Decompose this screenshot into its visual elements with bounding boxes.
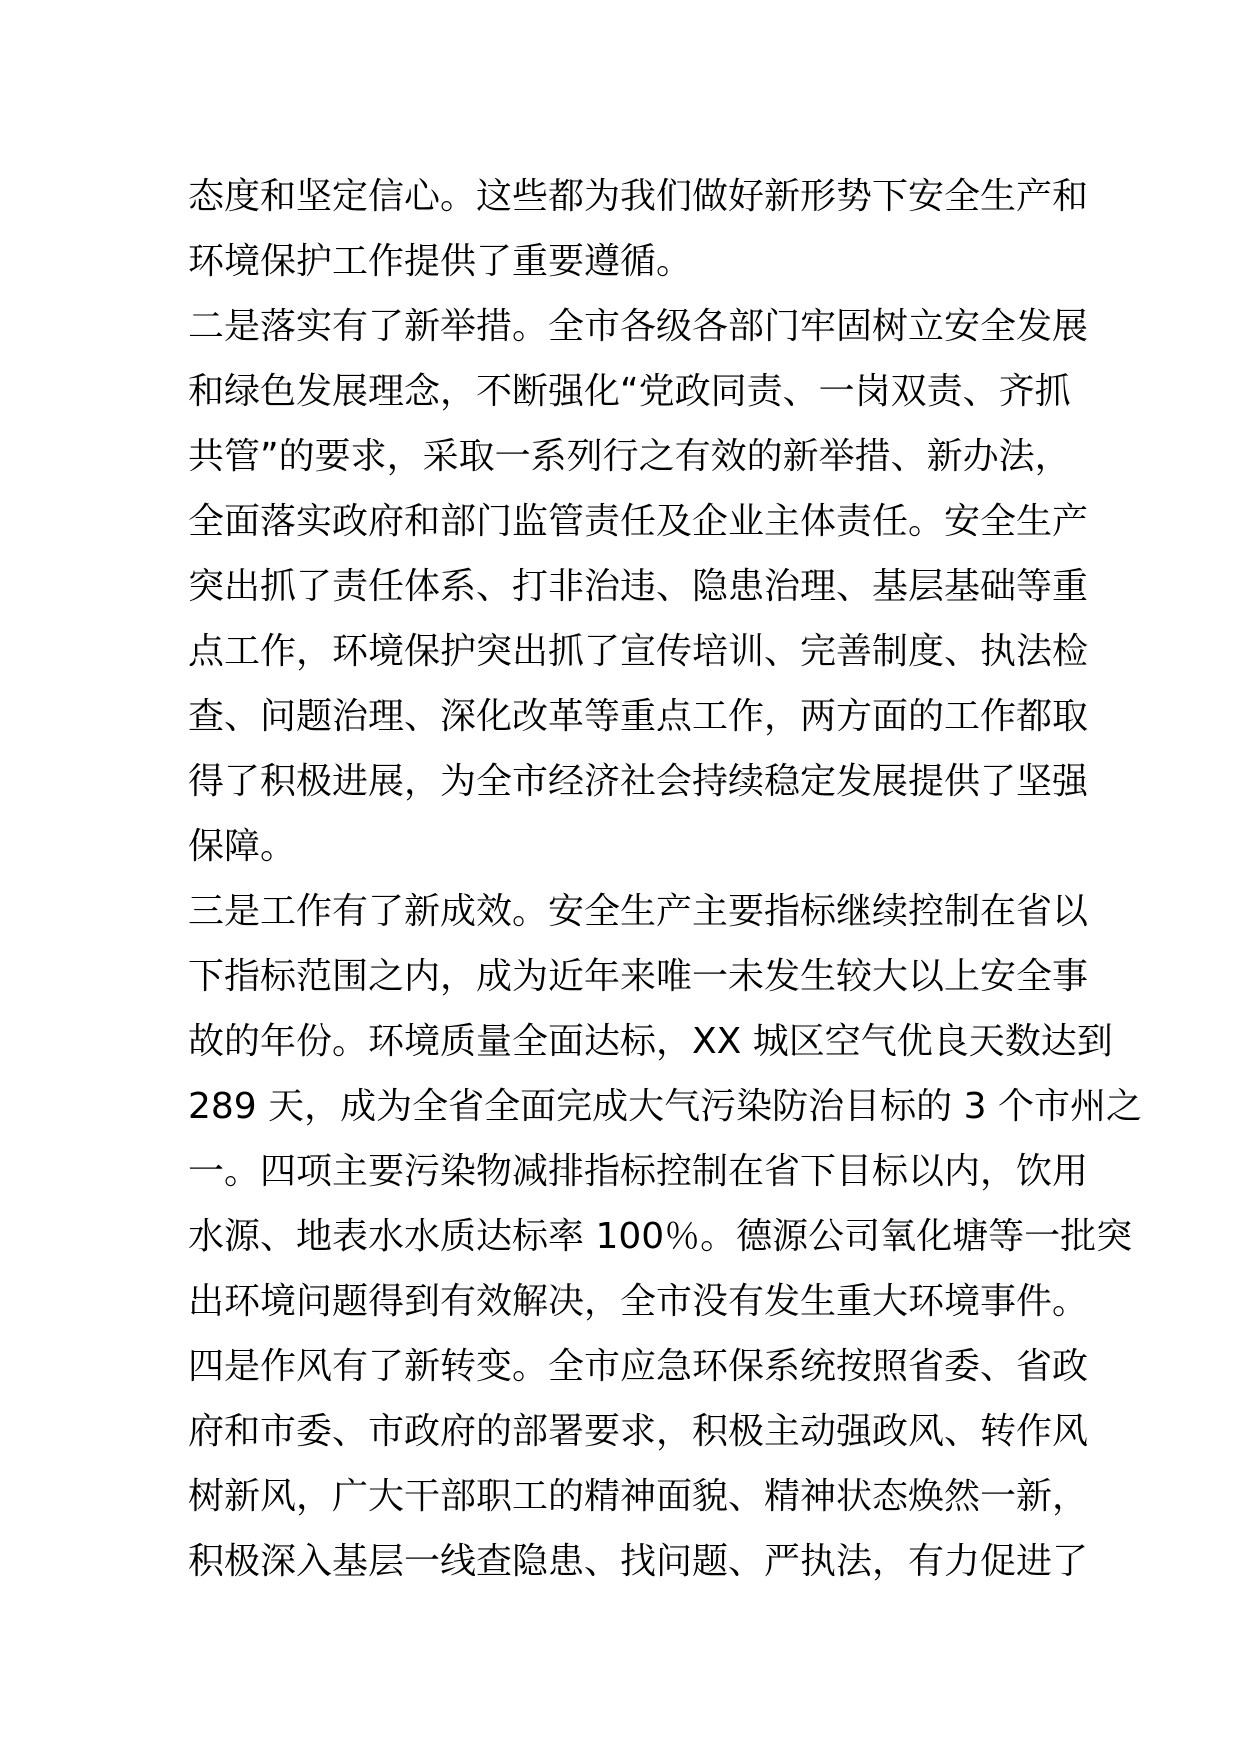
text-line: 289 天，成为全省全面完成大气污染防治目标的 3 个市州之 [188, 1086, 1142, 1127]
text-line: 突出抓了责任体系、打非治违、隐患治理、基层基础等重 [188, 566, 1089, 607]
text-line: 环境保护工作提供了重要遵循。 [188, 241, 693, 282]
text-line: 出环境问题得到有效解决，全市没有发生重大环境事件。 [188, 1281, 1089, 1322]
text-line: 得了积极进展，为全市经济社会持续稳定发展提供了坚强 [188, 761, 1089, 802]
text-line: 查、问题治理、深化改革等重点工作，两方面的工作都取 [188, 696, 1089, 737]
text-line: 水源、地表水水质达标率 100％。德源公司氧化塘等一批突 [188, 1216, 1133, 1257]
text-line: 二是落实有了新举措。全市各级各部门牢固树立安全发展 [188, 306, 1089, 347]
text-line: 树新风，广大干部职工的精神面貌、精神状态焕然一新， [188, 1476, 1089, 1517]
text-line: 府和市委、市政府的部署要求，积极主动强政风、转作风 [188, 1411, 1089, 1452]
text-line: 故的年份。环境质量全面达标，XX 城区空气优良天数达到 [188, 1021, 1113, 1062]
text-line: 共管”的要求，采取一系列行之有效的新举措、新办法， [188, 436, 1071, 477]
text-line: 态度和坚定信心。这些都为我们做好新形势下安全生产和 [188, 176, 1089, 217]
text-line: 下指标范围之内，成为近年来唯一未发生较大以上安全事 [188, 956, 1089, 997]
body-text [188, 164, 1142, 1594]
text-line: 一。四项主要污染物减排指标控制在省下目标以内，饮用 [188, 1151, 1089, 1192]
text-line: 四是作风有了新转变。全市应急环保系统按照省委、省政 [188, 1346, 1089, 1387]
text-line: 三是工作有了新成效。安全生产主要指标继续控制在省以 [188, 891, 1089, 932]
text-line: 和绿色发展理念，不断强化“党政同责、一岗双责、齐抓 [188, 371, 1071, 412]
text-line: 全面落实政府和部门监管责任及企业主体责任。安全生产 [188, 501, 1089, 542]
text-line: 积极深入基层一线查隐患、找问题、严执法，有力促进了 [188, 1541, 1089, 1582]
text-line: 保障。 [188, 826, 297, 867]
text-line: 点工作，环境保护突出抓了宣传培训、完善制度、执法检 [188, 631, 1089, 672]
